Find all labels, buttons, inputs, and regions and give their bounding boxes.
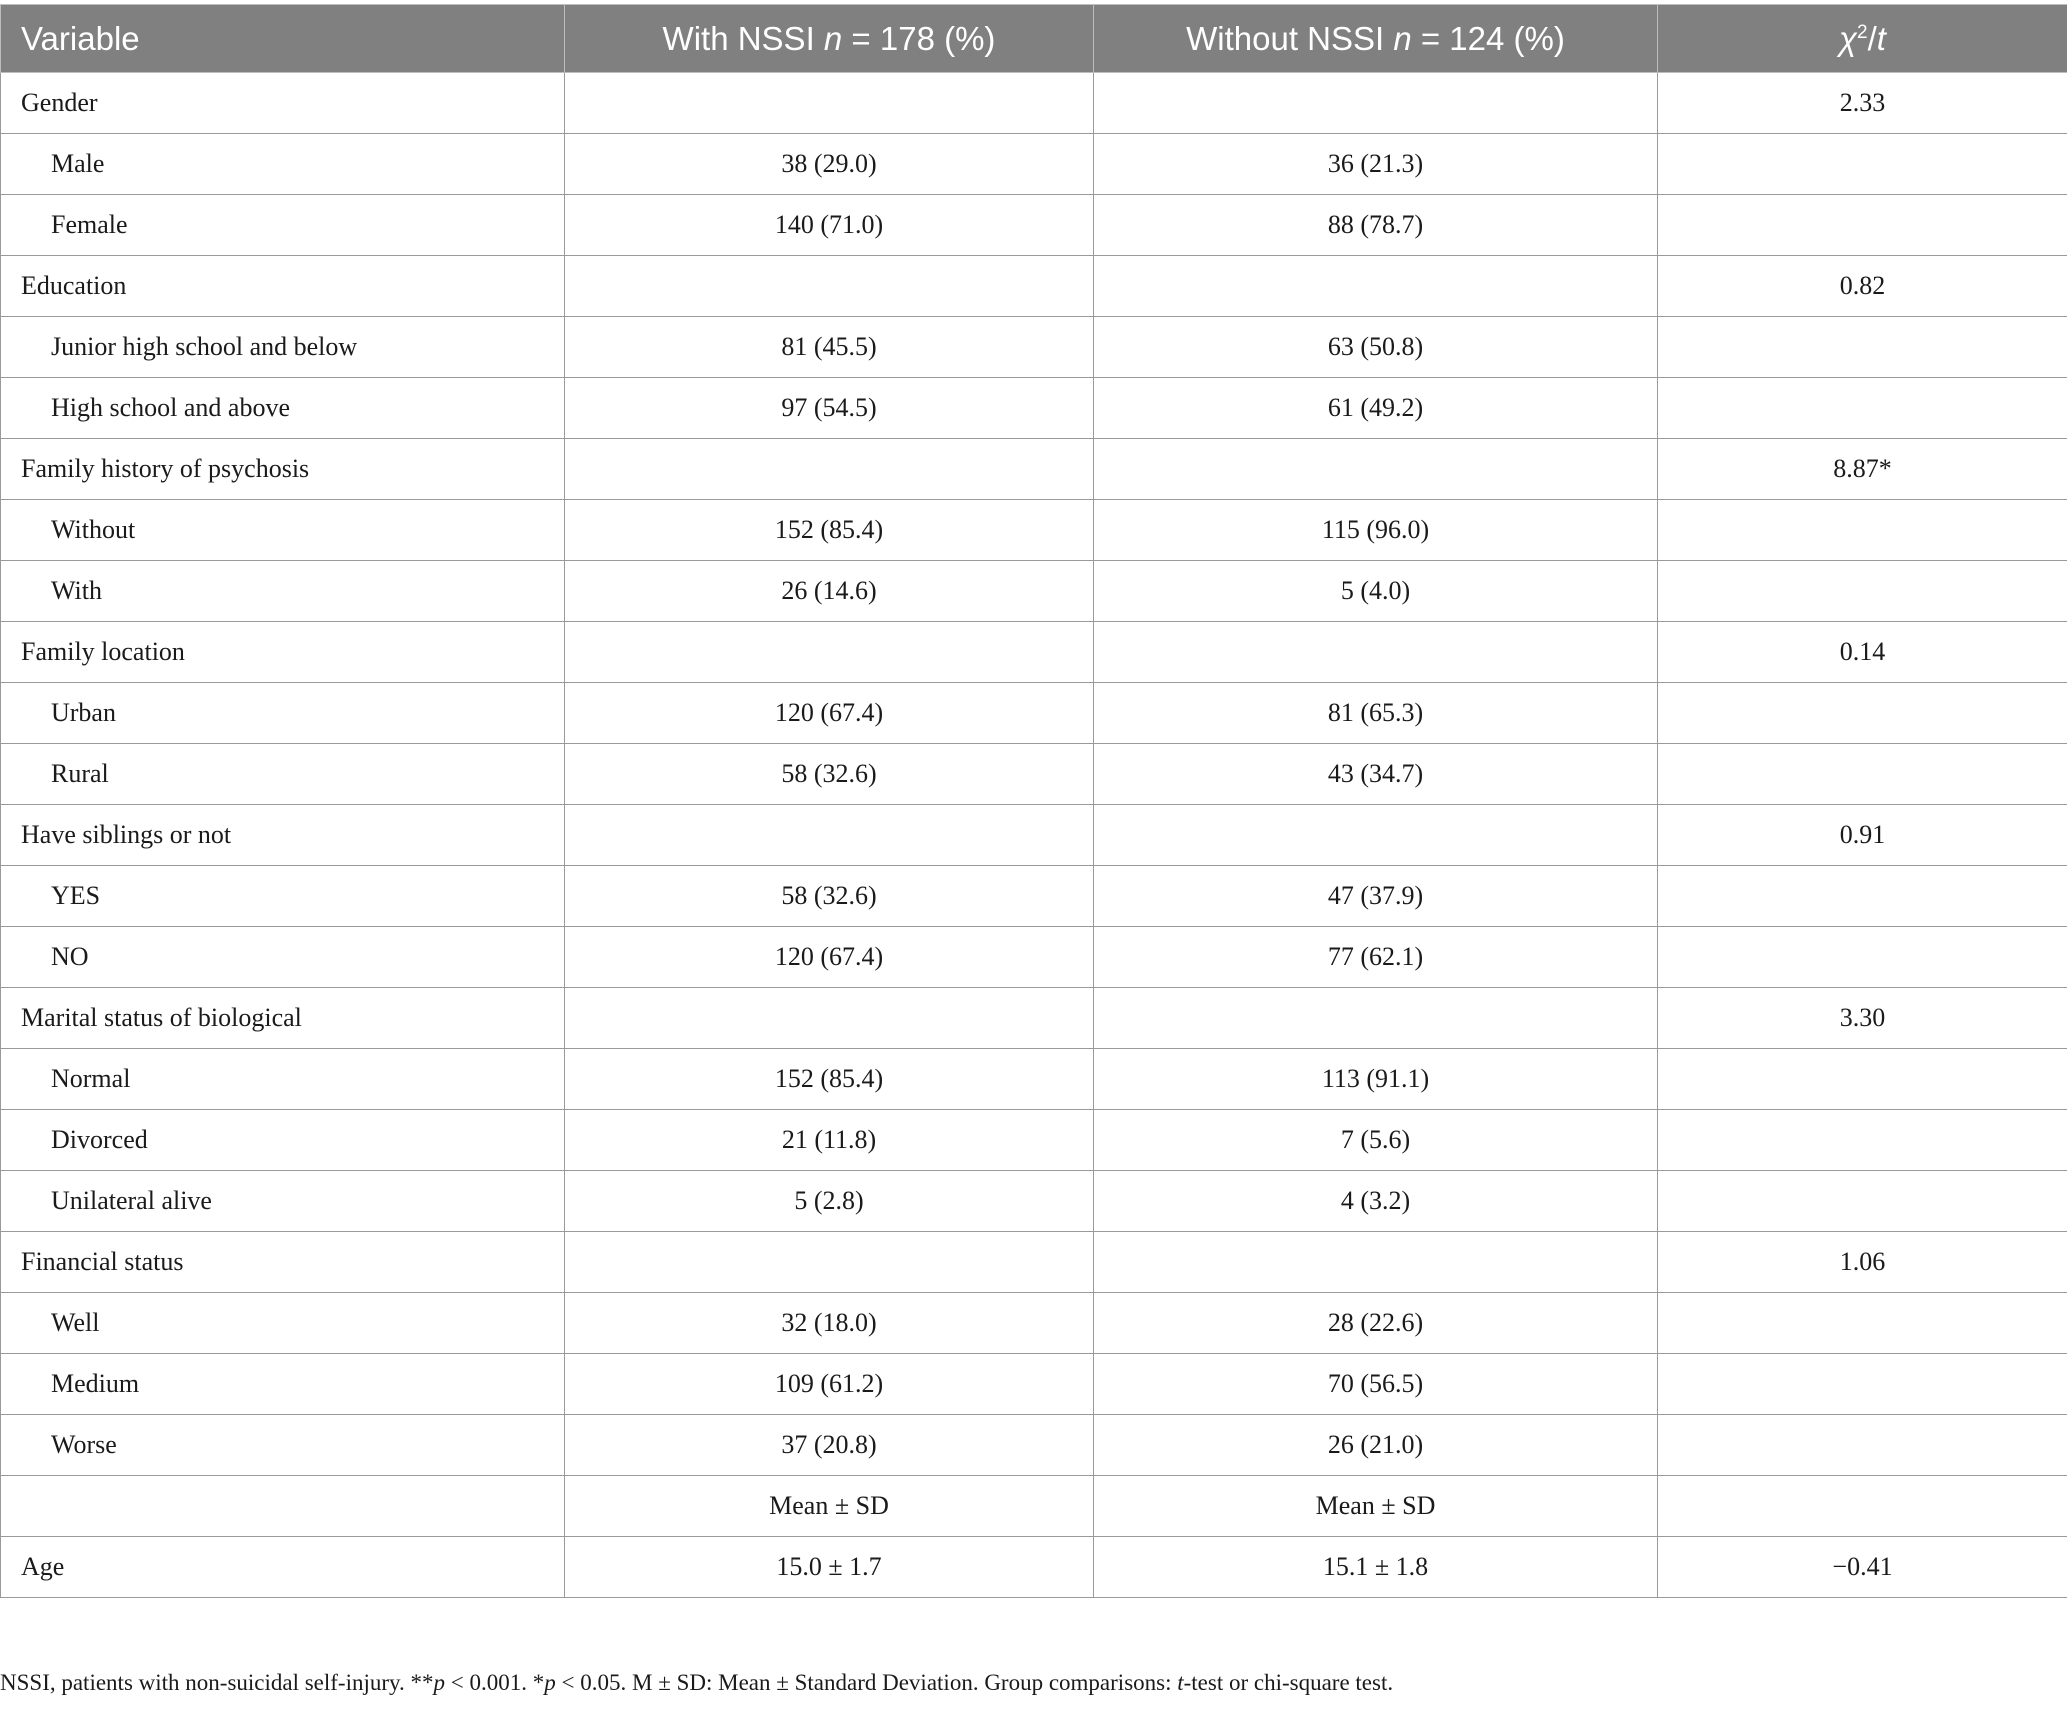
cell-variable: Have siblings or not	[1, 805, 565, 866]
table-row	[1, 622, 2067, 683]
cell-statistic	[1658, 927, 2067, 988]
cell-statistic: −0.41	[1658, 1537, 2067, 1598]
header-with-nssi-n: n	[823, 19, 843, 57]
cell-with-nssi: 152 (85.4)	[565, 500, 1094, 561]
cell-without-nssi: 88 (78.7)	[1094, 195, 1658, 256]
table-row	[1, 1354, 2067, 1415]
table-row	[1, 378, 2067, 439]
table-row	[1, 988, 2067, 1049]
cell-with-nssi: 81 (45.5)	[565, 317, 1094, 378]
header-chi-superscript: 2	[1857, 21, 1868, 43]
cell-variable: YES	[1, 866, 565, 927]
cell-with-nssi: 109 (61.2)	[565, 1354, 1094, 1415]
cell-variable: Without	[1, 500, 565, 561]
cell-without-nssi	[1094, 439, 1658, 500]
table-row	[1, 195, 2067, 256]
header-without-nssi-suffix: = 124 (%)	[1411, 19, 1565, 57]
table-row	[1, 1232, 2067, 1293]
cell-without-nssi: Mean ± SD	[1094, 1476, 1658, 1537]
cell-variable: High school and above	[1, 378, 565, 439]
cell-without-nssi	[1094, 805, 1658, 866]
footnote-text-3: < 0.05. M ± SD: Mean ± Standard Deviation. Group comparisons:	[555, 1670, 1178, 1695]
cell-statistic	[1658, 195, 2067, 256]
cell-variable: Divorced	[1, 1110, 565, 1171]
cell-without-nssi: 77 (62.1)	[1094, 927, 1658, 988]
footnote-text-2: < 0.001. *	[445, 1670, 545, 1695]
cell-without-nssi: 4 (3.2)	[1094, 1171, 1658, 1232]
footnote-t: t	[1177, 1670, 1184, 1695]
cell-without-nssi	[1094, 988, 1658, 1049]
cell-statistic: 0.91	[1658, 805, 2067, 866]
cell-without-nssi	[1094, 622, 1658, 683]
cell-with-nssi: 58 (32.6)	[565, 866, 1094, 927]
cell-statistic	[1658, 1354, 2067, 1415]
cell-variable: Family history of psychosis	[1, 439, 565, 500]
cell-with-nssi: 152 (85.4)	[565, 1049, 1094, 1110]
cell-without-nssi	[1094, 73, 1658, 134]
cell-without-nssi: 81 (65.3)	[1094, 683, 1658, 744]
cell-with-nssi: 120 (67.4)	[565, 927, 1094, 988]
table-row	[1, 1171, 2067, 1232]
cell-variable: Junior high school and below	[1, 317, 565, 378]
cell-with-nssi: 15.0 ± 1.7	[565, 1537, 1094, 1598]
cell-statistic	[1658, 378, 2067, 439]
cell-variable: Education	[1, 256, 565, 317]
cell-variable: Male	[1, 134, 565, 195]
cell-variable: Marital status of biological	[1, 988, 565, 1049]
cell-without-nssi: 115 (96.0)	[1094, 500, 1658, 561]
header-row	[1, 5, 2067, 73]
table-row	[1, 561, 2067, 622]
table-row	[1, 1293, 2067, 1354]
table-row	[1, 1537, 2067, 1598]
cell-variable: Rural	[1, 744, 565, 805]
header-with-nssi	[565, 5, 1094, 73]
header-statistic	[1658, 5, 2067, 73]
table-row	[1, 683, 2067, 744]
table-row	[1, 805, 2067, 866]
cell-statistic: 8.87*	[1658, 439, 2067, 500]
cell-statistic: 1.06	[1658, 1232, 2067, 1293]
footnote-p-1: p	[433, 1670, 446, 1695]
cell-with-nssi	[565, 988, 1094, 1049]
header-with-nssi-prefix: With NSSI	[662, 19, 824, 57]
header-without-nssi-prefix: Without NSSI	[1186, 19, 1394, 57]
table-row	[1, 439, 2067, 500]
footnote-text-1: NSSI, patients with non-suicidal self-injury. **	[0, 1670, 434, 1695]
cell-statistic	[1658, 744, 2067, 805]
header-without-nssi	[1094, 5, 1658, 73]
table-row	[1, 500, 2067, 561]
table-row	[1, 1049, 2067, 1110]
cell-with-nssi: 38 (29.0)	[565, 134, 1094, 195]
cell-with-nssi: Mean ± SD	[565, 1476, 1094, 1537]
table-footnote	[0, 1670, 1393, 1696]
table-row	[1, 866, 2067, 927]
cell-without-nssi: 113 (91.1)	[1094, 1049, 1658, 1110]
cell-statistic	[1658, 683, 2067, 744]
table-row	[1, 134, 2067, 195]
cell-with-nssi	[565, 439, 1094, 500]
header-without-nssi-n: n	[1393, 19, 1412, 57]
cell-with-nssi	[565, 622, 1094, 683]
cell-without-nssi: 36 (21.3)	[1094, 134, 1658, 195]
cell-without-nssi: 7 (5.6)	[1094, 1110, 1658, 1171]
cell-with-nssi	[565, 1232, 1094, 1293]
cell-with-nssi: 37 (20.8)	[565, 1415, 1094, 1476]
cell-statistic	[1658, 866, 2067, 927]
cell-with-nssi	[565, 805, 1094, 866]
table-row	[1, 256, 2067, 317]
header-slash: /	[1867, 19, 1877, 57]
cell-statistic	[1658, 1293, 2067, 1354]
cell-statistic	[1658, 134, 2067, 195]
cell-variable: Normal	[1, 1049, 565, 1110]
footnote-text-4: -test or chi-square test.	[1183, 1670, 1394, 1695]
cell-without-nssi	[1094, 1232, 1658, 1293]
cell-variable: Gender	[1, 73, 565, 134]
cell-with-nssi	[565, 73, 1094, 134]
table-row	[1, 73, 2067, 134]
cell-statistic	[1658, 1049, 2067, 1110]
cell-statistic	[1658, 1415, 2067, 1476]
cell-with-nssi: 26 (14.6)	[565, 561, 1094, 622]
header-variable: Variable	[1, 5, 565, 73]
cell-variable	[1, 1476, 565, 1537]
cell-variable: Worse	[1, 1415, 565, 1476]
cell-statistic	[1658, 561, 2067, 622]
cell-with-nssi: 140 (71.0)	[565, 195, 1094, 256]
header-t-symbol: t	[1876, 19, 1886, 57]
cell-with-nssi: 58 (32.6)	[565, 744, 1094, 805]
table-container	[0, 4, 2067, 1598]
header-chi-symbol: χ	[1839, 19, 1858, 57]
cell-statistic: 2.33	[1658, 73, 2067, 134]
cell-without-nssi: 5 (4.0)	[1094, 561, 1658, 622]
cell-without-nssi: 61 (49.2)	[1094, 378, 1658, 439]
table-row	[1, 1415, 2067, 1476]
cell-without-nssi: 70 (56.5)	[1094, 1354, 1658, 1415]
cell-with-nssi: 32 (18.0)	[565, 1293, 1094, 1354]
table-header	[1, 5, 2067, 73]
cell-variable: Well	[1, 1293, 565, 1354]
cell-without-nssi: 43 (34.7)	[1094, 744, 1658, 805]
cell-with-nssi: 5 (2.8)	[565, 1171, 1094, 1232]
cell-statistic	[1658, 317, 2067, 378]
cell-statistic	[1658, 500, 2067, 561]
cell-statistic	[1658, 1476, 2067, 1537]
cell-variable: NO	[1, 927, 565, 988]
cell-with-nssi: 97 (54.5)	[565, 378, 1094, 439]
cell-variable: Financial status	[1, 1232, 565, 1293]
table-row	[1, 1476, 2067, 1537]
cell-statistic	[1658, 1171, 2067, 1232]
cell-with-nssi	[565, 256, 1094, 317]
cell-with-nssi: 120 (67.4)	[565, 683, 1094, 744]
cell-with-nssi: 21 (11.8)	[565, 1110, 1094, 1171]
cell-variable: Female	[1, 195, 565, 256]
cell-without-nssi: 28 (22.6)	[1094, 1293, 1658, 1354]
cell-variable: Family location	[1, 622, 565, 683]
cell-statistic: 0.14	[1658, 622, 2067, 683]
cell-without-nssi: 15.1 ± 1.8	[1094, 1537, 1658, 1598]
cell-without-nssi: 47 (37.9)	[1094, 866, 1658, 927]
cell-statistic: 0.82	[1658, 256, 2067, 317]
footnote-p-2: p	[544, 1670, 556, 1695]
cell-statistic	[1658, 1110, 2067, 1171]
demographics-table	[0, 4, 2067, 1598]
cell-variable: Unilateral alive	[1, 1171, 565, 1232]
cell-without-nssi: 63 (50.8)	[1094, 317, 1658, 378]
header-with-nssi-suffix: = 178 (%)	[842, 19, 996, 57]
cell-variable: Urban	[1, 683, 565, 744]
cell-without-nssi	[1094, 256, 1658, 317]
table-body	[1, 73, 2067, 1598]
table-row	[1, 1110, 2067, 1171]
table-row	[1, 744, 2067, 805]
table-row	[1, 317, 2067, 378]
cell-variable: Age	[1, 1537, 565, 1598]
table-row	[1, 927, 2067, 988]
cell-statistic: 3.30	[1658, 988, 2067, 1049]
cell-without-nssi: 26 (21.0)	[1094, 1415, 1658, 1476]
cell-variable: Medium	[1, 1354, 565, 1415]
cell-variable: With	[1, 561, 565, 622]
